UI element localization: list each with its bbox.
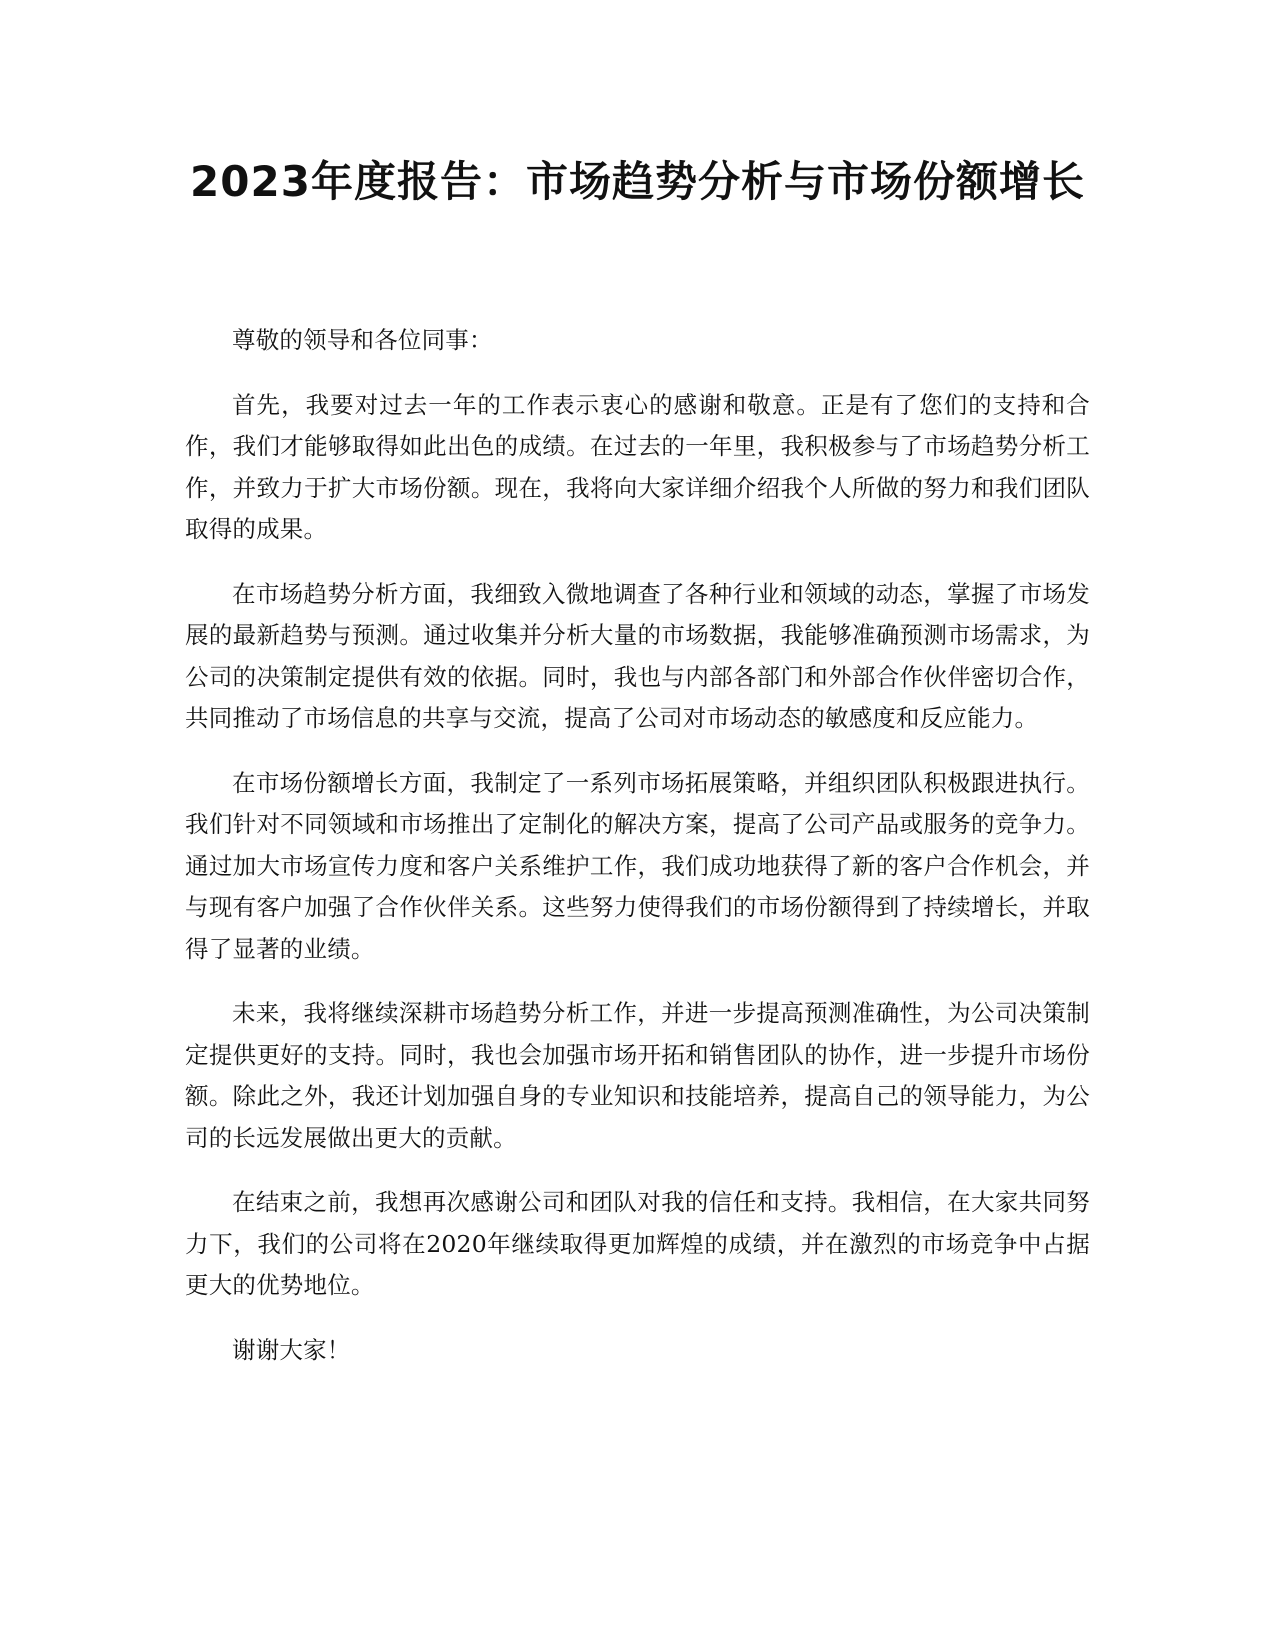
paragraph-closing: 在结束之前，我想再次感谢公司和团队对我的信任和支持。我相信，在大家共同努力下，我们的公司将在2020年继续取得更加辉煌的成绩，并在激烈的市场竞争中占据更大的优势地位。	[185, 1188, 1090, 1299]
document-title: 2023年度报告：市场趋势分析与市场份额增长	[190, 157, 1085, 206]
paragraph-trend-analysis: 在市场趋势分析方面，我细致入微地调查了各种行业和领域的动态，掌握了市场发展的最新趋势与预测。通过收集并分析大量的市场数据，我能够准确预测市场需求，为公司的决策制定提供有效的依据。同时，我也与内部各部门和外部合作伙伴密切合作，共同推动了市场信息的共享与交流，提高了公司对市场动态的敏感度和反应能力。	[185, 579, 1090, 732]
sign-off: 谢谢大家！	[232, 1335, 351, 1364]
salutation: 尊敬的领导和各位同事：	[232, 326, 493, 354]
paragraph-market-share: 在市场份额增长方面，我制定了一系列市场拓展策略，并组织团队积极跟进执行。我们针对不同领域和市场推出了定制化的解决方案，提高了公司产品或服务的竞争力。通过加大市场宣传力度和客户关系维护工作，我们成功地获得了新的客户合作机会，并与现有客户加强了合作伙伴关系。这些努力使得我们的市场份额得到了持续增长，并取得了显著的业绩。	[185, 768, 1090, 963]
paragraph-future: 未来，我将继续深耕市场趋势分析工作，并进一步提高预测准确性，为公司决策制定提供更好的支持。同时，我也会加强市场开拓和销售团队的协作，进一步提升市场份额。除此之外，我还计划加强自身的专业知识和技能培养，提高自己的领导能力，为公司的长远发展做出更大的贡献。	[185, 999, 1090, 1152]
paragraph-intro: 首先，我要对过去一年的工作表示衷心的感谢和敬意。正是有了您们的支持和合作，我们才能够取得如此出色的成绩。在过去的一年里，我积极参与了市场趋势分析工作，并致力于扩大市场份额。现在，我将向大家详细介绍我个人所做的努力和我们团队取得的成果。	[185, 390, 1090, 543]
document-body	[185, 320, 1090, 1394]
